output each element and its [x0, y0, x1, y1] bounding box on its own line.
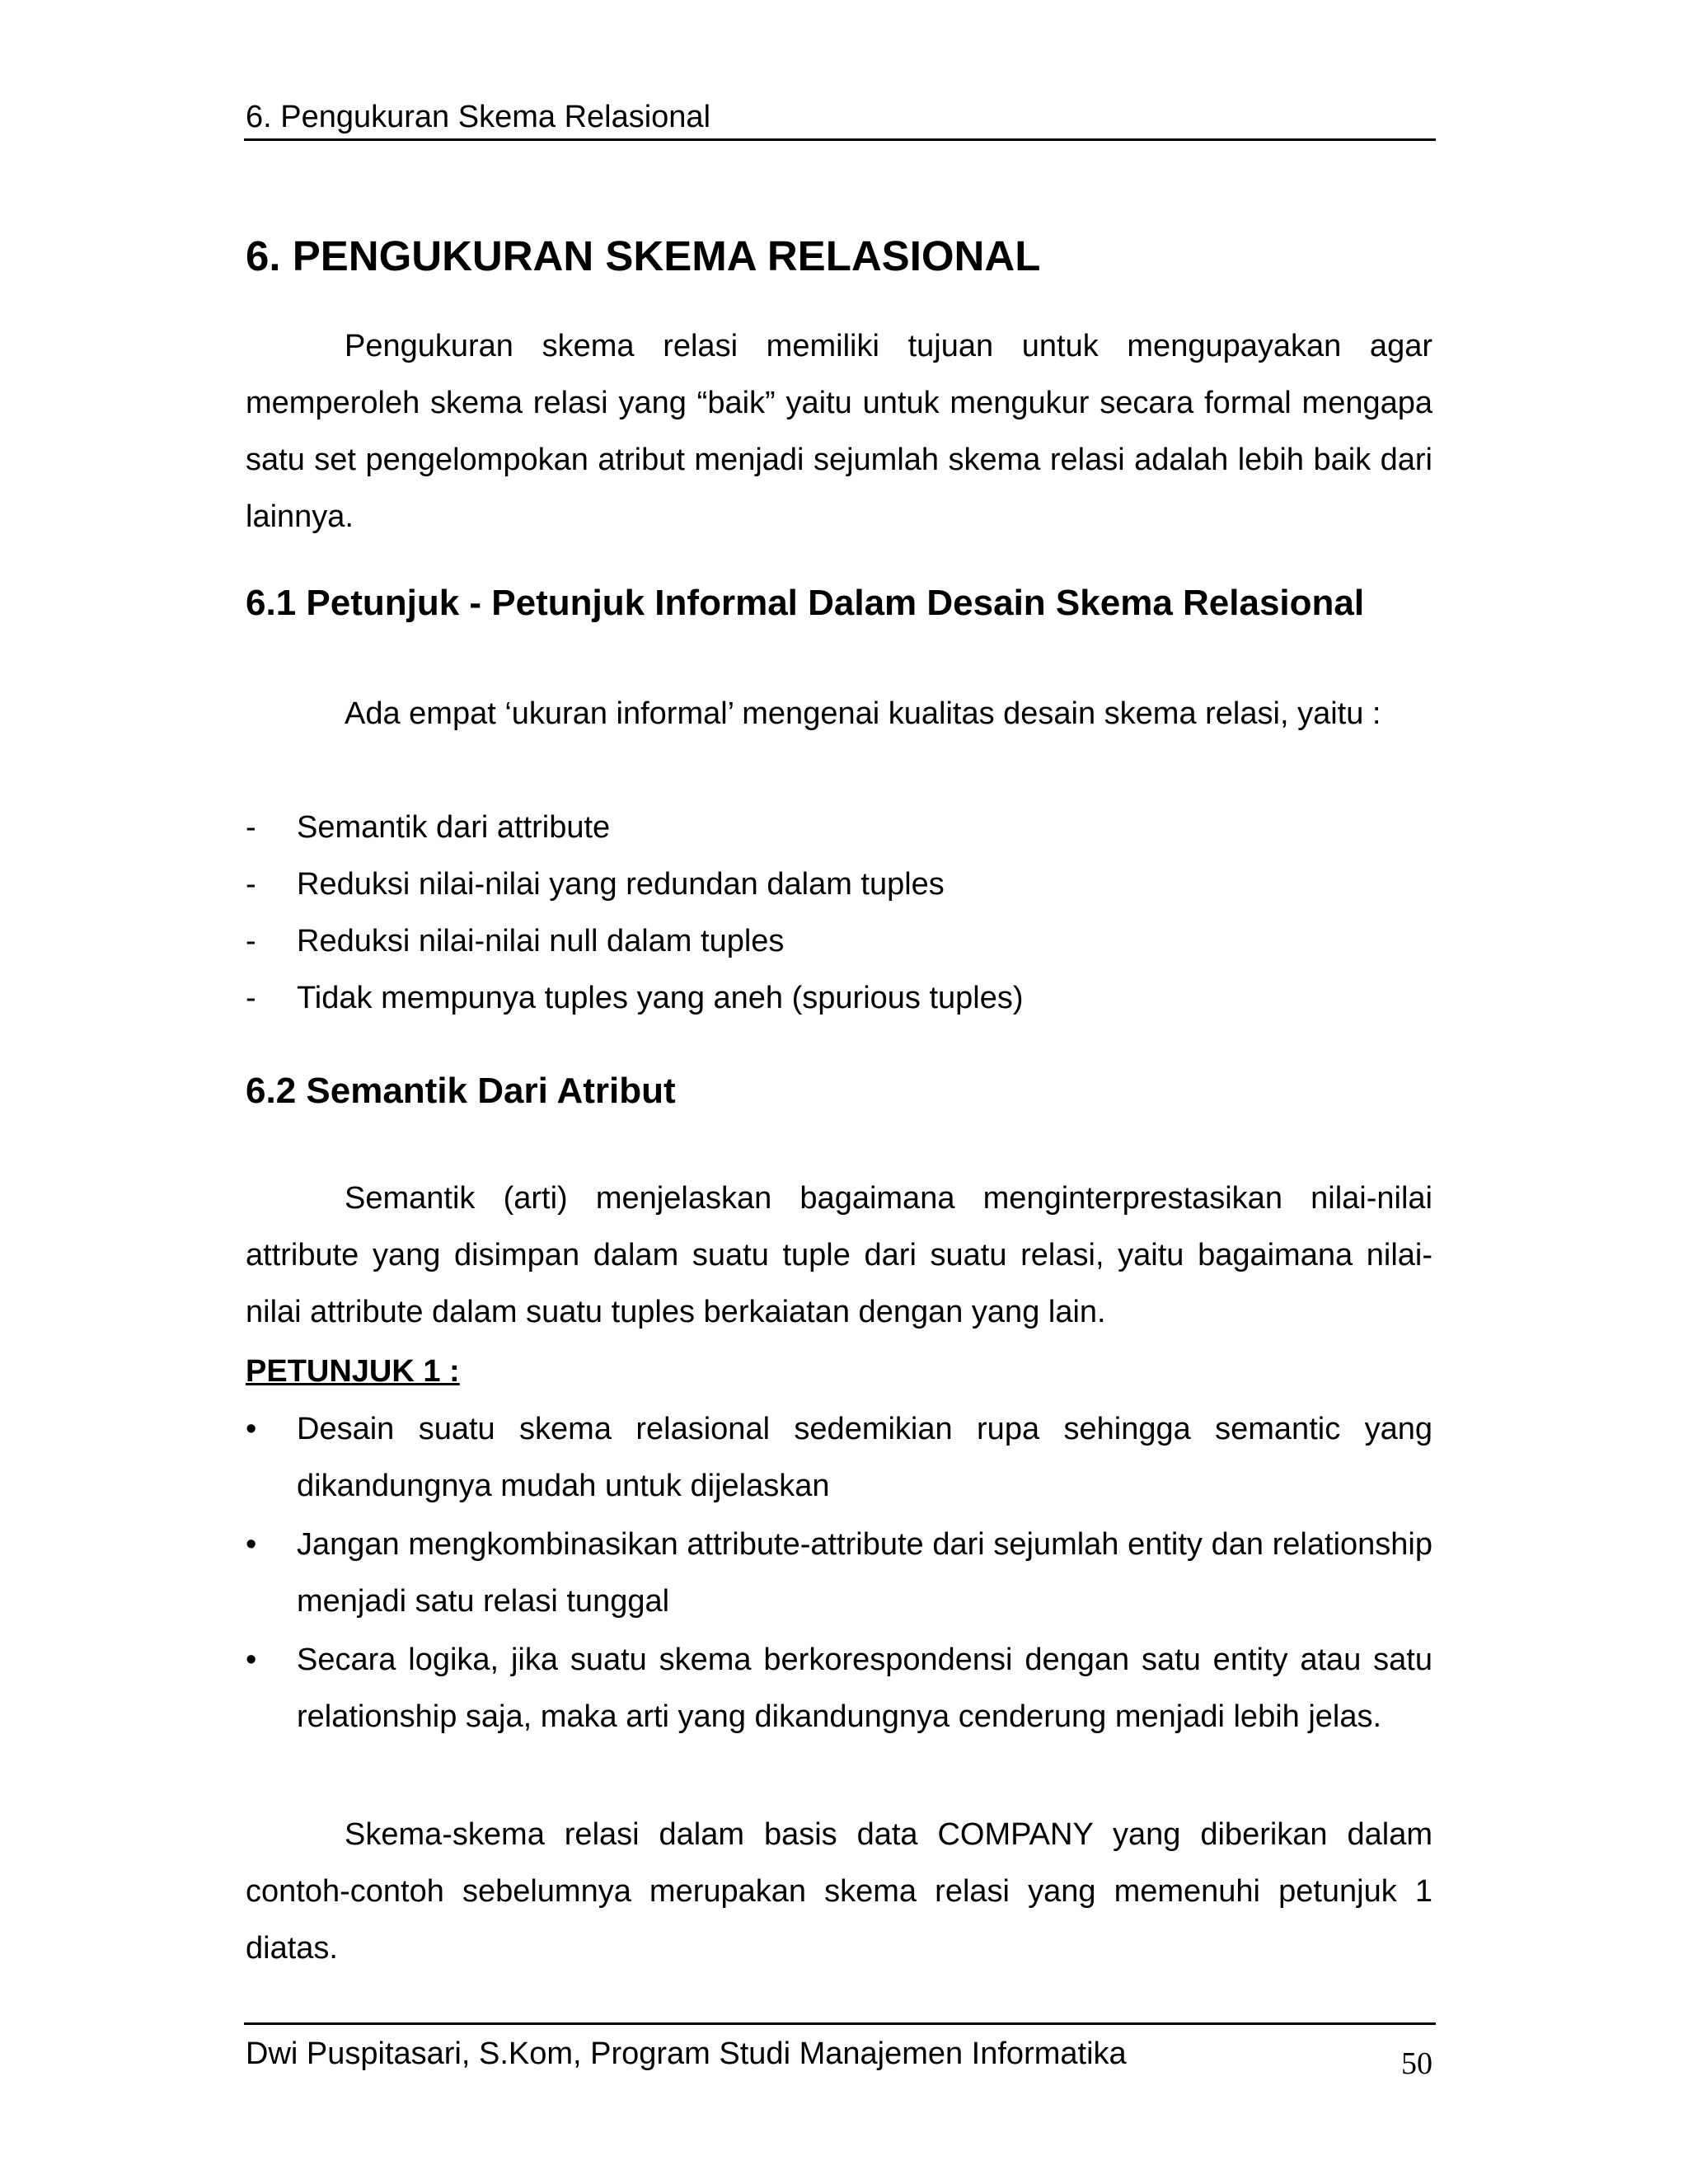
informal-measures-list [246, 799, 1432, 1027]
dash-marker: - [246, 810, 256, 845]
dash-marker: - [246, 924, 256, 958]
section-2-intro-paragraph: Semantik (arti) menjelaskan bagaimana menginterprestasikan nilai-nilai attribute yang disimpan dalam suatu tuple dari suatu relasi, yaitu bagaimana nilai-nilai attribute dalam suatu tuples berkaiatan dengan yang lain. [246, 1181, 1432, 1329]
footer-rule [244, 2022, 1436, 2025]
bullet-marker: • [246, 1527, 257, 1562]
list-item [246, 1632, 1432, 1746]
section-1-title: 6.1 Petunjuk - Petunjuk Informal Dalam Desain Skema Relasional [246, 583, 1365, 623]
petunjuk-1-bullet-list [246, 1401, 1432, 1747]
list-item [246, 970, 1432, 1027]
list-item-text: Desain suatu skema relasional sedemikian rupa sehingga semantic yang dikandungnya mudah untuk dijelaskan [297, 1412, 1432, 1503]
footer-author: Dwi Puspitasari, S.Kom, Program Studi Manajemen Informatika [246, 2036, 1127, 2071]
section-2-title: 6.2 Semantik Dari Atribut [246, 1071, 676, 1111]
list-item-text: Jangan mengkombinasikan attribute-attribute dari sejumlah entity dan relationship menjadi satu relasi tunggal [297, 1527, 1432, 1619]
list-item [246, 856, 1432, 913]
list-item [246, 799, 1432, 856]
list-item [246, 1401, 1432, 1515]
bullet-marker: • [246, 1643, 257, 1677]
list-item-text: Tidak mempunya tuples yang aneh (spurious tuples) [297, 981, 1024, 1015]
list-item [246, 913, 1432, 970]
list-item-text: Semantik dari attribute [297, 810, 611, 845]
list-item-text: Reduksi nilai-nilai null dalam tuples [297, 924, 785, 958]
list-item [246, 1516, 1432, 1630]
list-item-text: Reduksi nilai-nilai yang redundan dalam tuples [297, 867, 945, 902]
section-1-intro-paragraph: Ada empat ‘ukuran informal’ mengenai kualitas desain skema relasi, yaitu : [345, 696, 1381, 731]
bullet-marker: • [246, 1412, 257, 1446]
list-item-text: Secara logika, jika suatu skema berkorespondensi dengan satu entity atau satu relationship saja, maka arti yang dikandungnya cenderung menjadi lebih jelas. [297, 1643, 1432, 1734]
running-header: 6. Pengukuran Skema Relasional [246, 100, 711, 134]
header-rule [244, 138, 1436, 141]
dash-marker: - [246, 981, 256, 1015]
page-number: 50 [1401, 2046, 1432, 2081]
closing-paragraph: Skema-skema relasi dalam basis data COMPANY yang diberikan dalam contoh-contoh sebelumnya merupakan skema relasi yang memenuhi petunjuk 1 diatas. [246, 1817, 1432, 1966]
dash-marker: - [246, 867, 256, 902]
chapter-title: 6. PENGUKURAN SKEMA RELASIONAL [246, 232, 1041, 279]
chapter-intro-paragraph: Pengukuran skema relasi memiliki tujuan untuk mengupayakan agar memperoleh skema relasi yang “baik” yaitu untuk mengukur secara formal mengapa satu set pengelompokan atribut menjadi sejumlah skema relasi adalah lebih baik dari lainnya. [246, 329, 1432, 534]
petunjuk-1-label: PETUNJUK 1 : [246, 1354, 460, 1389]
